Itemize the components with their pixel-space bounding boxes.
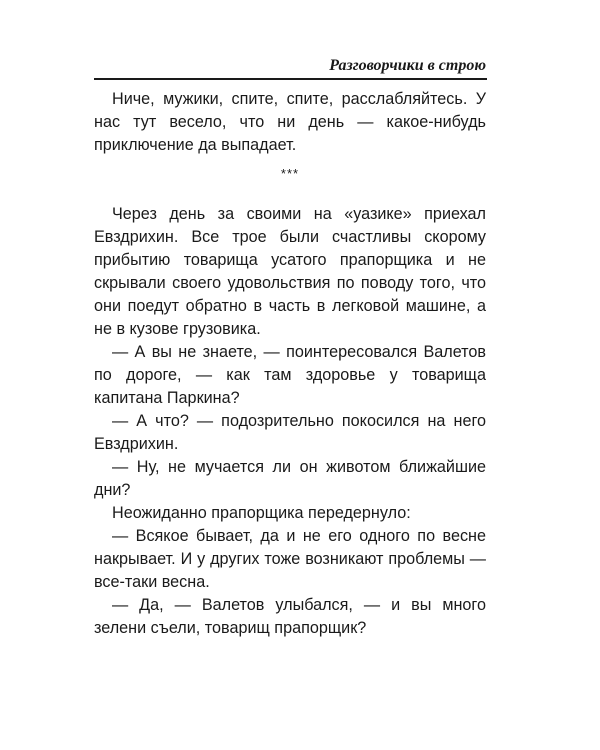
running-title: Разговорчики в строю (329, 57, 486, 74)
body-block (94, 203, 486, 640)
paragraph: Через день за своими на «уазике» приехал Евздрихин. Все трое были счастливы скорому прибытию товарища усатого прапорщика и не скрывали своего удовольствия по поводу того, что они поедут обратно в часть в легковой машине, а не в кузове грузовика. (94, 205, 486, 338)
paragraph: — Да, — Валетов улыбался, — и вы много зелени съели, товарищ прапорщик? (94, 596, 486, 637)
header-rule (94, 78, 487, 80)
paragraph: — А вы не знаете, — поинтересовался Валетов по дороге, — как там здоровье у товарища капитана Паркина? (94, 343, 486, 407)
section-separator: *** (280, 166, 300, 181)
paragraph: — А что? — подозрительно покосился на него Евздрихин. (94, 412, 486, 453)
intro-block (94, 88, 486, 157)
intro-paragraph: Ниче, мужики, спите, спите, расслабляйтесь. У нас тут весело, что ни день — какое-нибудь приключение да выпадает. (94, 90, 486, 154)
paragraph: — Всякое бывает, да и не его одного по весне накрывает. И у других тоже возникают проблемы — все-таки весна. (94, 527, 486, 591)
paragraph: — Ну, не мучается ли он животом ближайшие дни? (94, 458, 486, 499)
paragraph: Неожиданно прапорщика передернуло: (112, 504, 411, 522)
